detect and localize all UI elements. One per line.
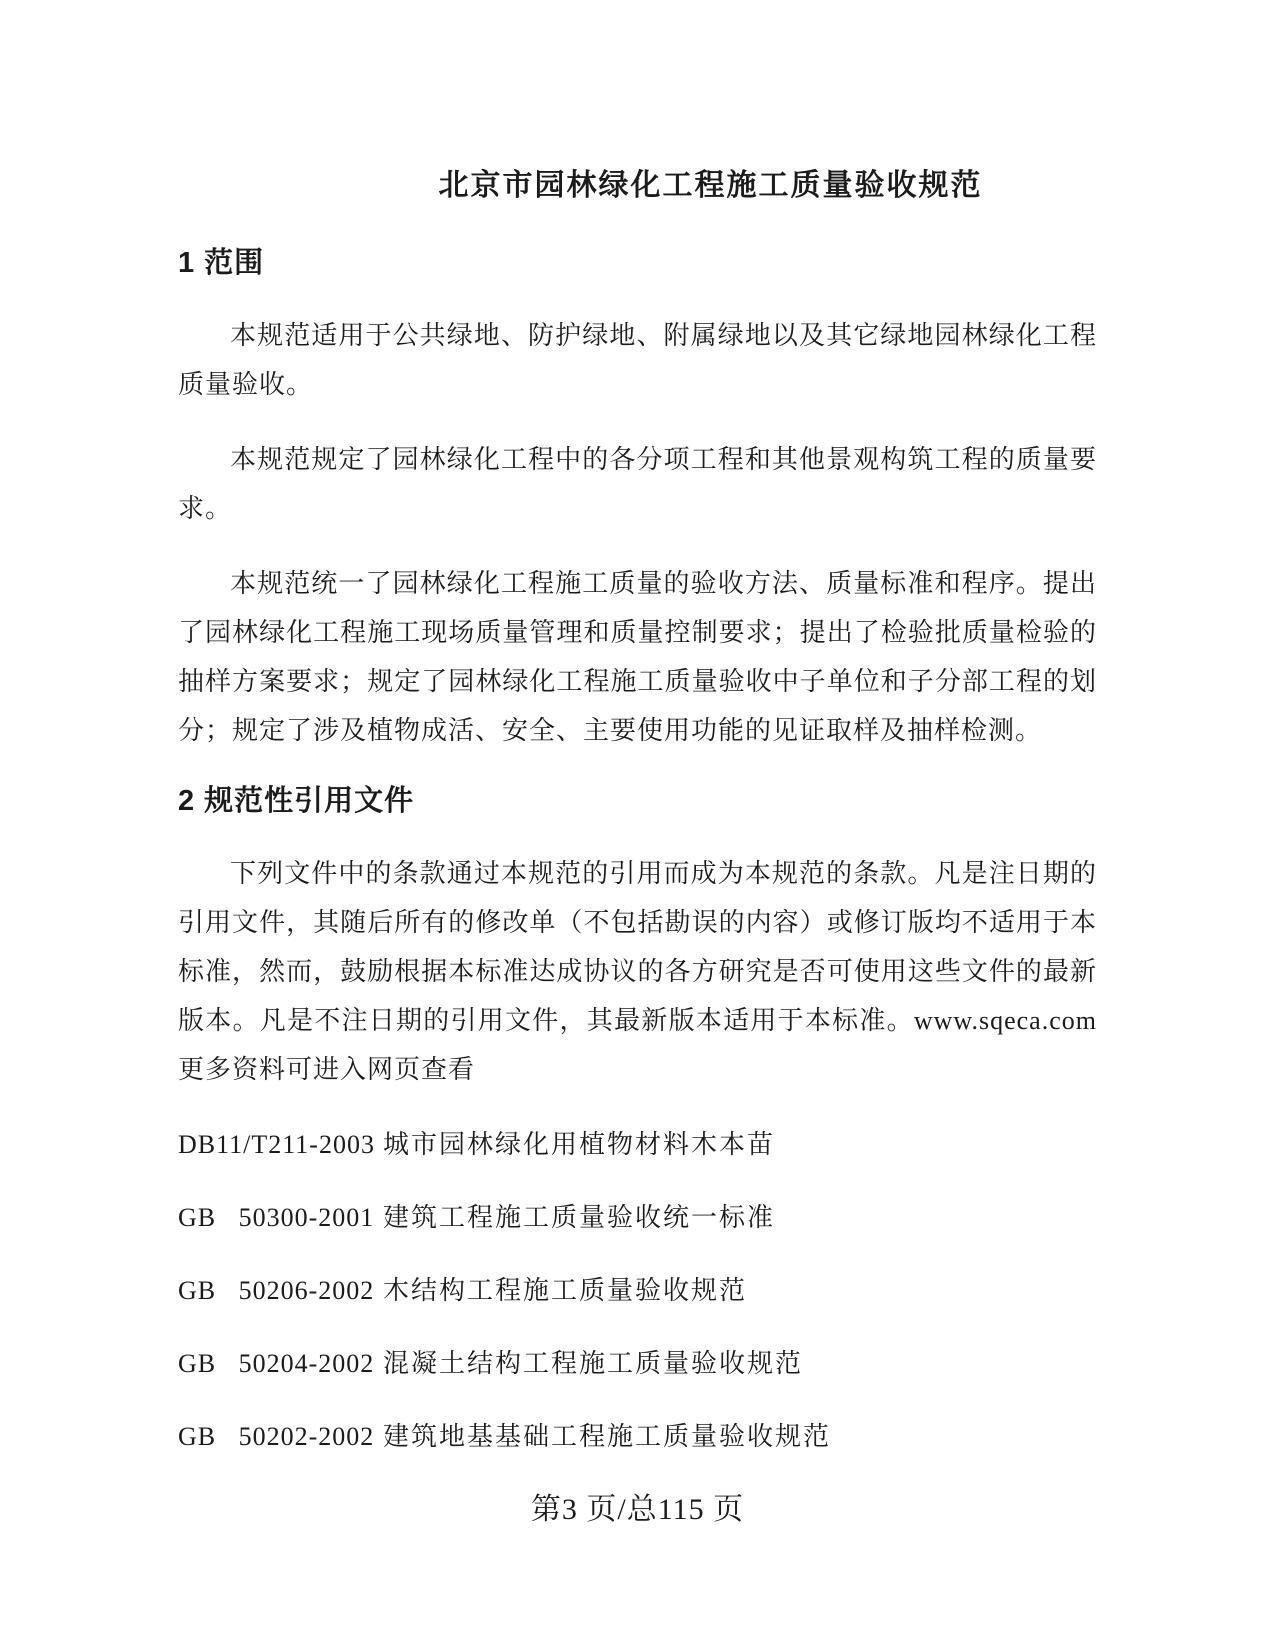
paragraph: 本规范统一了园林绿化工程施工质量的验收方法、质量标准和程序。提出了园林绿化工程施工现场质量管理和质量控制要求；提出了检验批质量检验的抽样方案要求；规定了园林绿化工程施工质量验收中子单位和子分部工程的划分；规定了涉及植物成活、安全、主要使用功能的见证取样及抽样检测。 xyxy=(178,569,1097,745)
ref-code: GB 50204-2002 xyxy=(178,1349,375,1378)
ref-code: GB 50202-2002 xyxy=(178,1422,375,1451)
ref-code: GB 50300-2001 xyxy=(178,1203,375,1232)
ref-title: 建筑地基基础工程施工质量验收规范 xyxy=(383,1422,832,1451)
ref-title: 城市园林绿化用植物材料木本苗 xyxy=(383,1130,776,1159)
section-heading-scope: 1 范围 xyxy=(178,247,265,279)
ref-title: 混凝土结构工程施工质量验收规范 xyxy=(383,1349,804,1378)
paragraph: 下列文件中的条款通过本规范的引用而成为本规范的条款。凡是注日期的引用文件，其随后所有的修改单（不包括勘误的内容）或修订版均不适用于本标准，然而，鼓励根据本标准达成协议的各方研究是否可使用这些文件的最新版本。凡是不注日期的引用文件，其最新版本适用于本标准。www.sqeca.com 更多资料可进入网页查看 xyxy=(178,859,1097,1084)
reference-item xyxy=(178,1193,1097,1242)
doc-title: 北京市园林绿化工程施工质量验收规范 xyxy=(438,169,983,202)
paragraph: 本规范适用于公共绿地、防护绿地、附属绿地以及其它绿地园林绿化工程质量验收。 xyxy=(178,321,1097,399)
paragraph: 本规范规定了园林绿化工程中的各分项工程和其他景观构筑工程的质量要求。 xyxy=(178,445,1097,523)
section-heading-normative-references: 2 规范性引用文件 xyxy=(178,785,415,817)
reference-item xyxy=(178,1412,1097,1461)
ref-code: DB11/T211-2003 xyxy=(178,1130,375,1159)
ref-title: 建筑工程施工质量验收统一标准 xyxy=(383,1203,776,1232)
reference-item xyxy=(178,1266,1097,1315)
reference-item xyxy=(178,1120,1097,1169)
ref-title: 木结构工程施工质量验收规范 xyxy=(383,1276,748,1305)
reference-item xyxy=(178,1339,1097,1388)
ref-code: GB 50206-2002 xyxy=(178,1276,375,1305)
page-footer: 第3 页/总115 页 xyxy=(530,1493,745,1526)
